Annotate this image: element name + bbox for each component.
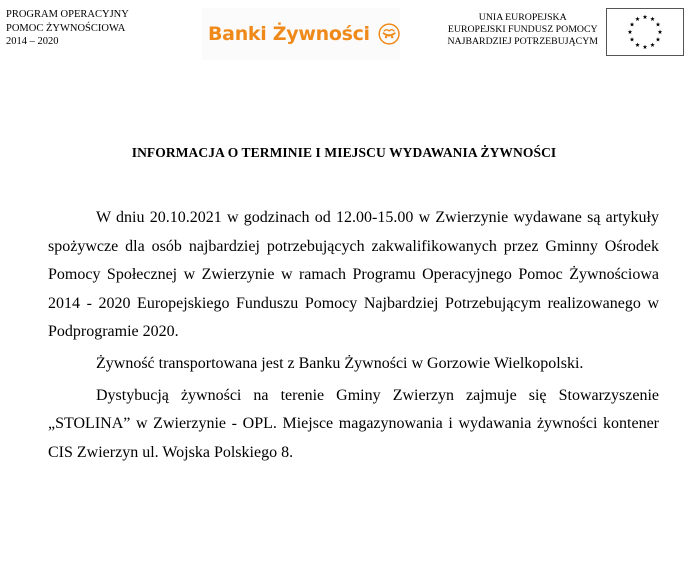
program-line-2: POMOC ŻYWNOŚCIOWA bbox=[6, 22, 126, 34]
program-label bbox=[6, 8, 129, 49]
hands-bowl-icon bbox=[378, 16, 400, 52]
eu-star-icon bbox=[658, 30, 663, 34]
program-line-1: PROGRAM OPERACYJNY bbox=[6, 9, 129, 20]
eu-flag-icon bbox=[606, 8, 684, 56]
document-header bbox=[0, 0, 688, 70]
logo-text: Banki Żywności bbox=[208, 23, 370, 45]
eu-star-icon bbox=[635, 43, 640, 47]
eu-line-1: UNIA EUROPEJSKA bbox=[478, 12, 567, 23]
program-line-3: 2014 – 2020 bbox=[6, 36, 59, 47]
eu-star-icon bbox=[656, 22, 661, 26]
eu-star-icon bbox=[630, 22, 635, 26]
eu-line-3: NAJBARDZIEJ POTRZEBUJĄCYM bbox=[447, 36, 598, 47]
eu-star-icon bbox=[650, 17, 655, 21]
eu-fund-label bbox=[447, 12, 598, 48]
eu-star-icon bbox=[628, 30, 633, 34]
banki-zywnosci-logo bbox=[202, 8, 400, 60]
eu-star-icon bbox=[630, 37, 635, 41]
eu-star-icon bbox=[643, 15, 648, 19]
eu-star-icon bbox=[656, 37, 661, 41]
paragraph-3: Dystybucją żywności na terenie Gminy Zwierzyn zajmuje się Stowarzyszenie „STOLINA” w Zwierzynie - OPL. Miejsce magazynowania i wydawania żywności kontener CIS Zwierzyn ul. Wojska Polskiego 8. bbox=[48, 386, 659, 461]
paragraph-1: W dniu 20.10.2021 w godzinach od 12.00-15.00 w Zwierzynie wydawane są artykuły spożywcze dla osób najbardziej potrzebujących zakwalifikowanych przez Gminny Ośrodek Pomocy Społecznej w Zwierzynie w ramach Programu Operacyjnego Pomoc Żywnościowa 2014 - 2020 Europejskiego Funduszu Pomocy Najbardziej Potrzebującym realizowanego w Podprogramie 2020. bbox=[48, 209, 659, 341]
eu-star-icon bbox=[643, 45, 648, 49]
eu-line-2: EUROPEJSKI FUNDUSZ POMOCY bbox=[447, 24, 598, 35]
paragraph-2: Żywność transportowana jest z Banku Żywności w Gorzowie Wielkopolski. bbox=[96, 354, 584, 372]
document-body bbox=[48, 204, 659, 470]
eu-star-icon bbox=[650, 43, 655, 47]
document-title: INFORMACJA O TERMINIE I MIEJSCU WYDAWANIA ŻYWNOŚCI bbox=[131, 145, 557, 160]
eu-star-icon bbox=[635, 17, 640, 21]
